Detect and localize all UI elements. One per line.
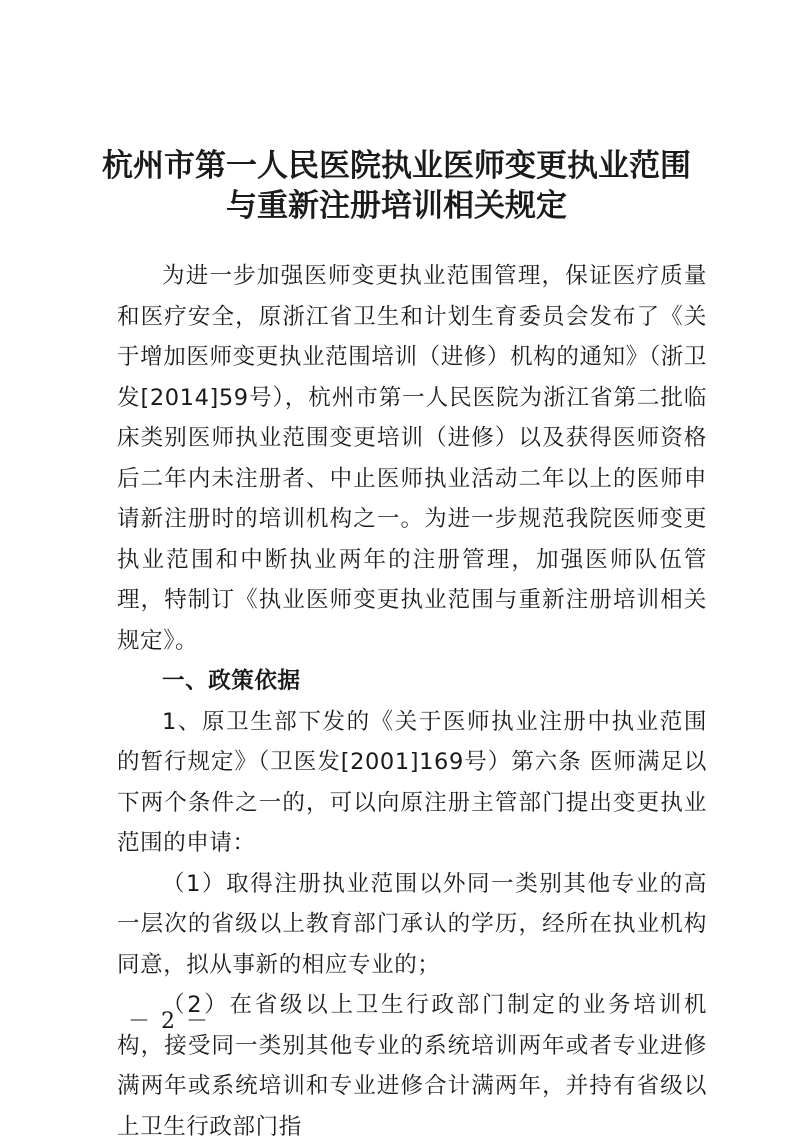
page-number: － 2 － bbox=[128, 1009, 210, 1034]
document-title-line-2: 与重新注册培训相关规定 bbox=[226, 188, 567, 224]
document-title-line-1: 杭州市第一人民医院执业医师变更执业范围 bbox=[102, 148, 691, 184]
intro-paragraph: 为进一步加强医师变更执业范围管理，保证医疗质量和医疗安全，原浙江省卫生和计划生育委员会发布了《关于增加医师变更执业范围培训（进修）机构的通知》（浙卫发[2014]59号），杭州市第一人民医院为浙江省第二批临床类别医师执业范围变更培训（进修）以及获得医师资格后二年内未注册者、中止医师执业活动二年以上的医师申请新注册时的培训机构之一。为进一步规范我院医师变更执业范围和中断执业两年的注册管理，加强医师队伍管理，特制订《执业医师变更执业范围与重新注册培训相关规定》。 bbox=[117, 263, 707, 654]
condition-paragraph-2: （2）在省级以上卫生行政部门制定的业务培训机构，接受同一类别其他专业的系统培训两年或者专业进修满两年或系统培训和专业进修合计满两年，并持有省级以上卫生行政部门指 bbox=[117, 992, 707, 1140]
condition-paragraph-1: （1）取得注册执业范围以外同一类别其他专业的高一层次的省级以上教育部门承认的学历，经所在执业机构同意，拟从事新的相应专业的； bbox=[117, 870, 707, 978]
section-heading-policy-basis: 一、政策依据 bbox=[162, 668, 301, 694]
policy-paragraph-1: 1、原卫生部下发的《关于医师执业注册中执业范围的暂行规定》（卫医发[2001]169号）第六条 医师满足以下两个条件之一的，可以向原注册主管部门提出变更执业范围的申请： bbox=[117, 708, 707, 856]
